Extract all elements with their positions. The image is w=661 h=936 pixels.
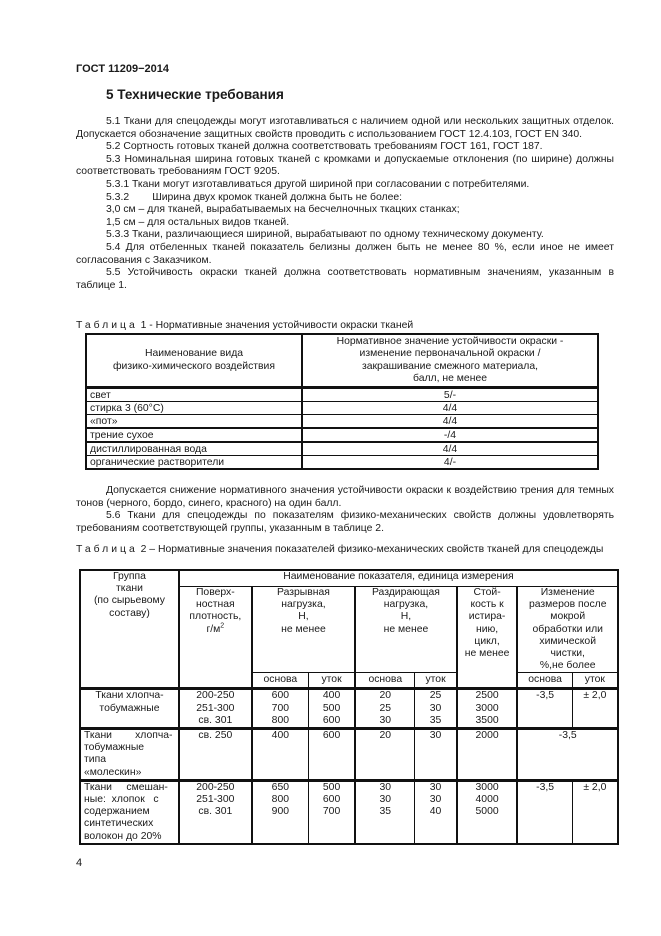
impact-cell: свет [86,388,302,402]
cell-line: 30 [429,702,442,714]
abrasion-cell [457,780,518,844]
page-number: 4 [76,857,83,869]
header-line: Раздирающая [371,587,440,598]
header-line: закрашивание смежного материала, [361,360,539,372]
impact-cell: трение сухое [86,428,302,442]
cell-line: ные: хлопок с [84,794,159,806]
shrink-warp-cell: -3,5 [517,780,572,844]
tearing-weft-cell: 30 [415,729,457,781]
header-line: чистки, [550,648,585,660]
cell-line: тобумажные [84,742,145,754]
cell-line: 500 [322,781,341,793]
cell-line: 25 [429,690,442,702]
cell-line: 30 [429,781,442,793]
cell-line: 700 [271,702,290,714]
table1-caption-text: 1 - Нормативные значения устойчивости окраски тканей [140,320,414,331]
header-line: Группа [113,571,146,582]
table-row [80,780,618,844]
impact-cell: стирка 3 (60°С) [86,402,302,415]
header-line: Наименование вида [144,348,244,360]
cell-line: типа [84,754,106,766]
table2-caption [76,544,614,557]
cell-line: Ткани хлопча- [84,730,173,742]
header-line: Изменение [540,587,595,598]
table-1 [85,333,599,470]
cell-line: 900 [271,806,290,818]
cell-line: 800 [271,714,290,726]
cell-line: 600 [271,690,290,702]
cell-line: «молескин» [84,766,142,778]
cell-line: 35 [379,806,392,818]
paragraph-5-3: 5.3 Номинальная ширина готовых тканей с кромками и допускаемые отклонения (по ширине) должны соответствовать требованиям ГОСТ 9205. [76,153,614,178]
breaking-weft-cell [308,780,355,844]
unit: г/м [206,623,221,635]
value-cell: 4/4 [302,442,598,456]
header-line: нагрузка, [281,599,326,611]
header-line: балл, не менее [412,372,487,384]
header-weft: уток [415,673,457,689]
cell-line: Ткани хлопча- [95,690,164,702]
cell-line: 3000 [475,702,499,714]
cell-line: 200-250 [196,690,235,702]
value-cell: 4/4 [302,402,598,415]
header-tearing-load [355,587,457,673]
cell-line: 30 [379,714,392,726]
density-cell [179,780,252,844]
header-line: кость к [470,599,504,611]
table-row [80,689,618,729]
value-cell: 5/- [302,388,598,402]
cell-line: 2500 [475,690,499,702]
header-line: обработки или [532,623,603,635]
shrink-merged-cell: -3,5 [517,729,618,781]
header-line: мокрой [550,611,586,623]
table-row [86,442,598,456]
header-line: ткани [116,583,143,595]
cell-line: 3000 [475,781,499,793]
paragraph-5-6: 5.6 Ткани для спецодежды по показателям физико-механических свойств должны удовлетворять требованиям соответствующей группы, указанным в таблице 2. [76,510,614,534]
header-line: ностная [196,599,235,611]
paragraph-5-3-2-a: 3,0 см – для тканей, вырабатываемых на бесчелночных ткацких станках; [106,204,460,216]
note-after-table1: Допускается снижение нормативного значения устойчивости окраски к воздействию трения для темных тонов (черного, бордо, синего, красного) на один балл. [76,485,614,509]
header-line: составу) [109,607,150,619]
table-row [80,729,618,781]
paragraph-5-3-2: 5.3.2 Ширина двух кромок тканей должна быть не более: [106,191,403,203]
header-line: цикл, [474,635,500,647]
header-warp: основа [355,673,415,689]
paragraph-5-5: 5.5 Устойчивость окраски тканей должна соответствовать нормативным значениям, указанным в таблице 1. [76,267,614,291]
cell-line: 800 [271,794,290,806]
header-line: химической [539,635,597,647]
header-line: %,не более [539,660,596,672]
cell-line: 3500 [475,714,499,726]
header-line: Стой- [473,587,501,598]
cell-line: 200-250 [196,781,235,793]
table-row [86,415,598,429]
cell-line: 40 [429,806,442,818]
cell-line: 25 [379,702,392,714]
header-weft: уток [572,673,618,689]
density-cell [179,689,252,729]
header-line: Нормативное значение устойчивости окраски - [336,336,564,348]
cell-line: св. 301 [198,806,233,818]
cell-line: 500 [322,702,341,714]
tearing-weft-cell [415,689,457,729]
cell-line: св. 301 [198,714,233,726]
header-line: Н, [298,611,309,623]
superscript: 2 [220,622,225,630]
value-cell: 4/- [302,456,598,470]
header-line: не менее [464,648,510,660]
table1-caption-word: Таблица [76,320,138,331]
header-line: не менее [281,623,326,635]
document-code: ГОСТ 11209−2014 [76,63,169,75]
group-cell [80,689,179,729]
tearing-warp-cell [355,780,415,844]
cell-line: 600 [322,714,341,726]
density-cell: св. 250 [179,729,252,781]
breaking-weft-cell: 600 [308,729,355,781]
header-line: Поверх- [195,587,235,598]
breaking-warp-cell [252,780,309,844]
header-line [183,624,248,636]
header-weft: уток [308,673,355,689]
table-row [86,428,598,442]
shrink-weft-cell: ± 2,0 [572,780,618,844]
header-group [80,570,179,689]
cell-line: 700 [322,806,341,818]
cell-line: волокон до 20% [84,830,162,842]
tearing-warp-cell [355,689,415,729]
body-text [76,116,614,292]
cell-line: 20 [379,690,392,702]
header-line: Н, [400,611,412,623]
paragraph-5-1: 5.1 Ткани для спецодежды могут изготавливаться с наличием одной или нескольких защитных отделок. Допускается обозначение защитных свойств проводить с использованием ГОСТ 12.4.103, ГОСТ EN 340. [76,116,614,140]
cell-line: 600 [322,794,341,806]
cell-line: 650 [271,781,290,793]
table2-caption-word: Таблица [76,544,138,555]
header-line: плотность, [189,611,242,623]
cell-line: 5000 [475,806,499,818]
header-density [179,587,252,689]
cell-line: 30 [379,781,392,793]
tearing-weft-cell [415,780,457,844]
header-abrasion [457,587,518,689]
header-line: нию, [475,623,499,635]
header-line: нагрузка, [383,599,429,611]
cell-line: 30 [379,794,392,806]
table-2 [79,569,619,845]
table1-header-impact [86,334,302,388]
header-indicator: Наименование показателя, единица измерения [179,570,618,587]
cell-line: 30 [429,794,442,806]
cell-line: 35 [429,714,442,726]
cell-line: 400 [322,690,341,702]
impact-cell: органические растворители [86,456,302,470]
cell-line: синтетических [84,818,154,830]
tearing-warp-cell: 20 [355,729,415,781]
header-warp: основа [252,673,309,689]
header-line: истира- [468,611,506,623]
value-cell: -/4 [302,428,598,442]
table-row [86,456,598,470]
cell-line: тобумажные [99,702,160,714]
paragraph-5-3-1: 5.3.1 Ткани могут изготавливаться другой шириной при согласовании с потребителями. [106,178,530,190]
value-cell: 4/4 [302,415,598,429]
paragraph-5-4: 5.4 Для отбеленных тканей показатель белизны должен быть не менее 80 %, если иное не имеет согласования с Заказчиком. [76,241,614,266]
header-line: изменение первоначальной окраски / [359,348,541,360]
abrasion-cell [457,689,518,729]
header-line: не менее [383,623,429,635]
header-breaking-load [252,587,355,673]
cell-line: 251-300 [196,794,235,806]
shrink-warp-cell: -3,5 [517,689,572,729]
table-row [86,388,598,402]
abrasion-cell: 2000 [457,729,518,781]
section-title: 5 Технические требования [106,87,284,102]
header-line: Разрывная [276,587,330,598]
header-shrinkage [517,587,618,673]
cell-line: Ткани смешан- [84,781,168,793]
breaking-warp-cell [252,689,309,729]
group-cell [80,780,179,844]
impact-cell: дистиллированная вода [86,442,302,456]
header-line: физико-химического воздействия [113,360,275,372]
breaking-warp-cell: 400 [252,729,309,781]
paragraph-5-3-2-b: 1,5 см – для остальных видов тканей. [106,216,290,228]
table2-caption-text: 2 – Нормативные значения показателей физико-механических свойств тканей для спецодежды [140,544,604,555]
header-line: размеров после [528,599,607,611]
cell-line: содержанием [84,806,150,818]
impact-cell: «пот» [86,415,302,429]
table1-caption [76,320,413,333]
paragraph-5-3-3: 5.3.3 Ткани, различающиеся шириной, вырабатывают по одному техническому документу. [106,229,544,241]
header-line: (по сырьевому [93,595,165,607]
shrink-weft-cell: ± 2,0 [572,689,618,729]
cell-line: 251-300 [196,702,235,714]
paragraph-5-2: 5.2 Сортность готовых тканей должна соответствовать требованиям ГОСТ 161, ГОСТ 187. [106,141,543,153]
header-warp: основа [517,673,572,689]
table-row [86,402,598,415]
group-cell [80,729,179,781]
body-text-2 [76,485,614,535]
table1-header-value [302,334,598,388]
breaking-weft-cell [308,689,355,729]
cell-line: 4000 [475,794,499,806]
